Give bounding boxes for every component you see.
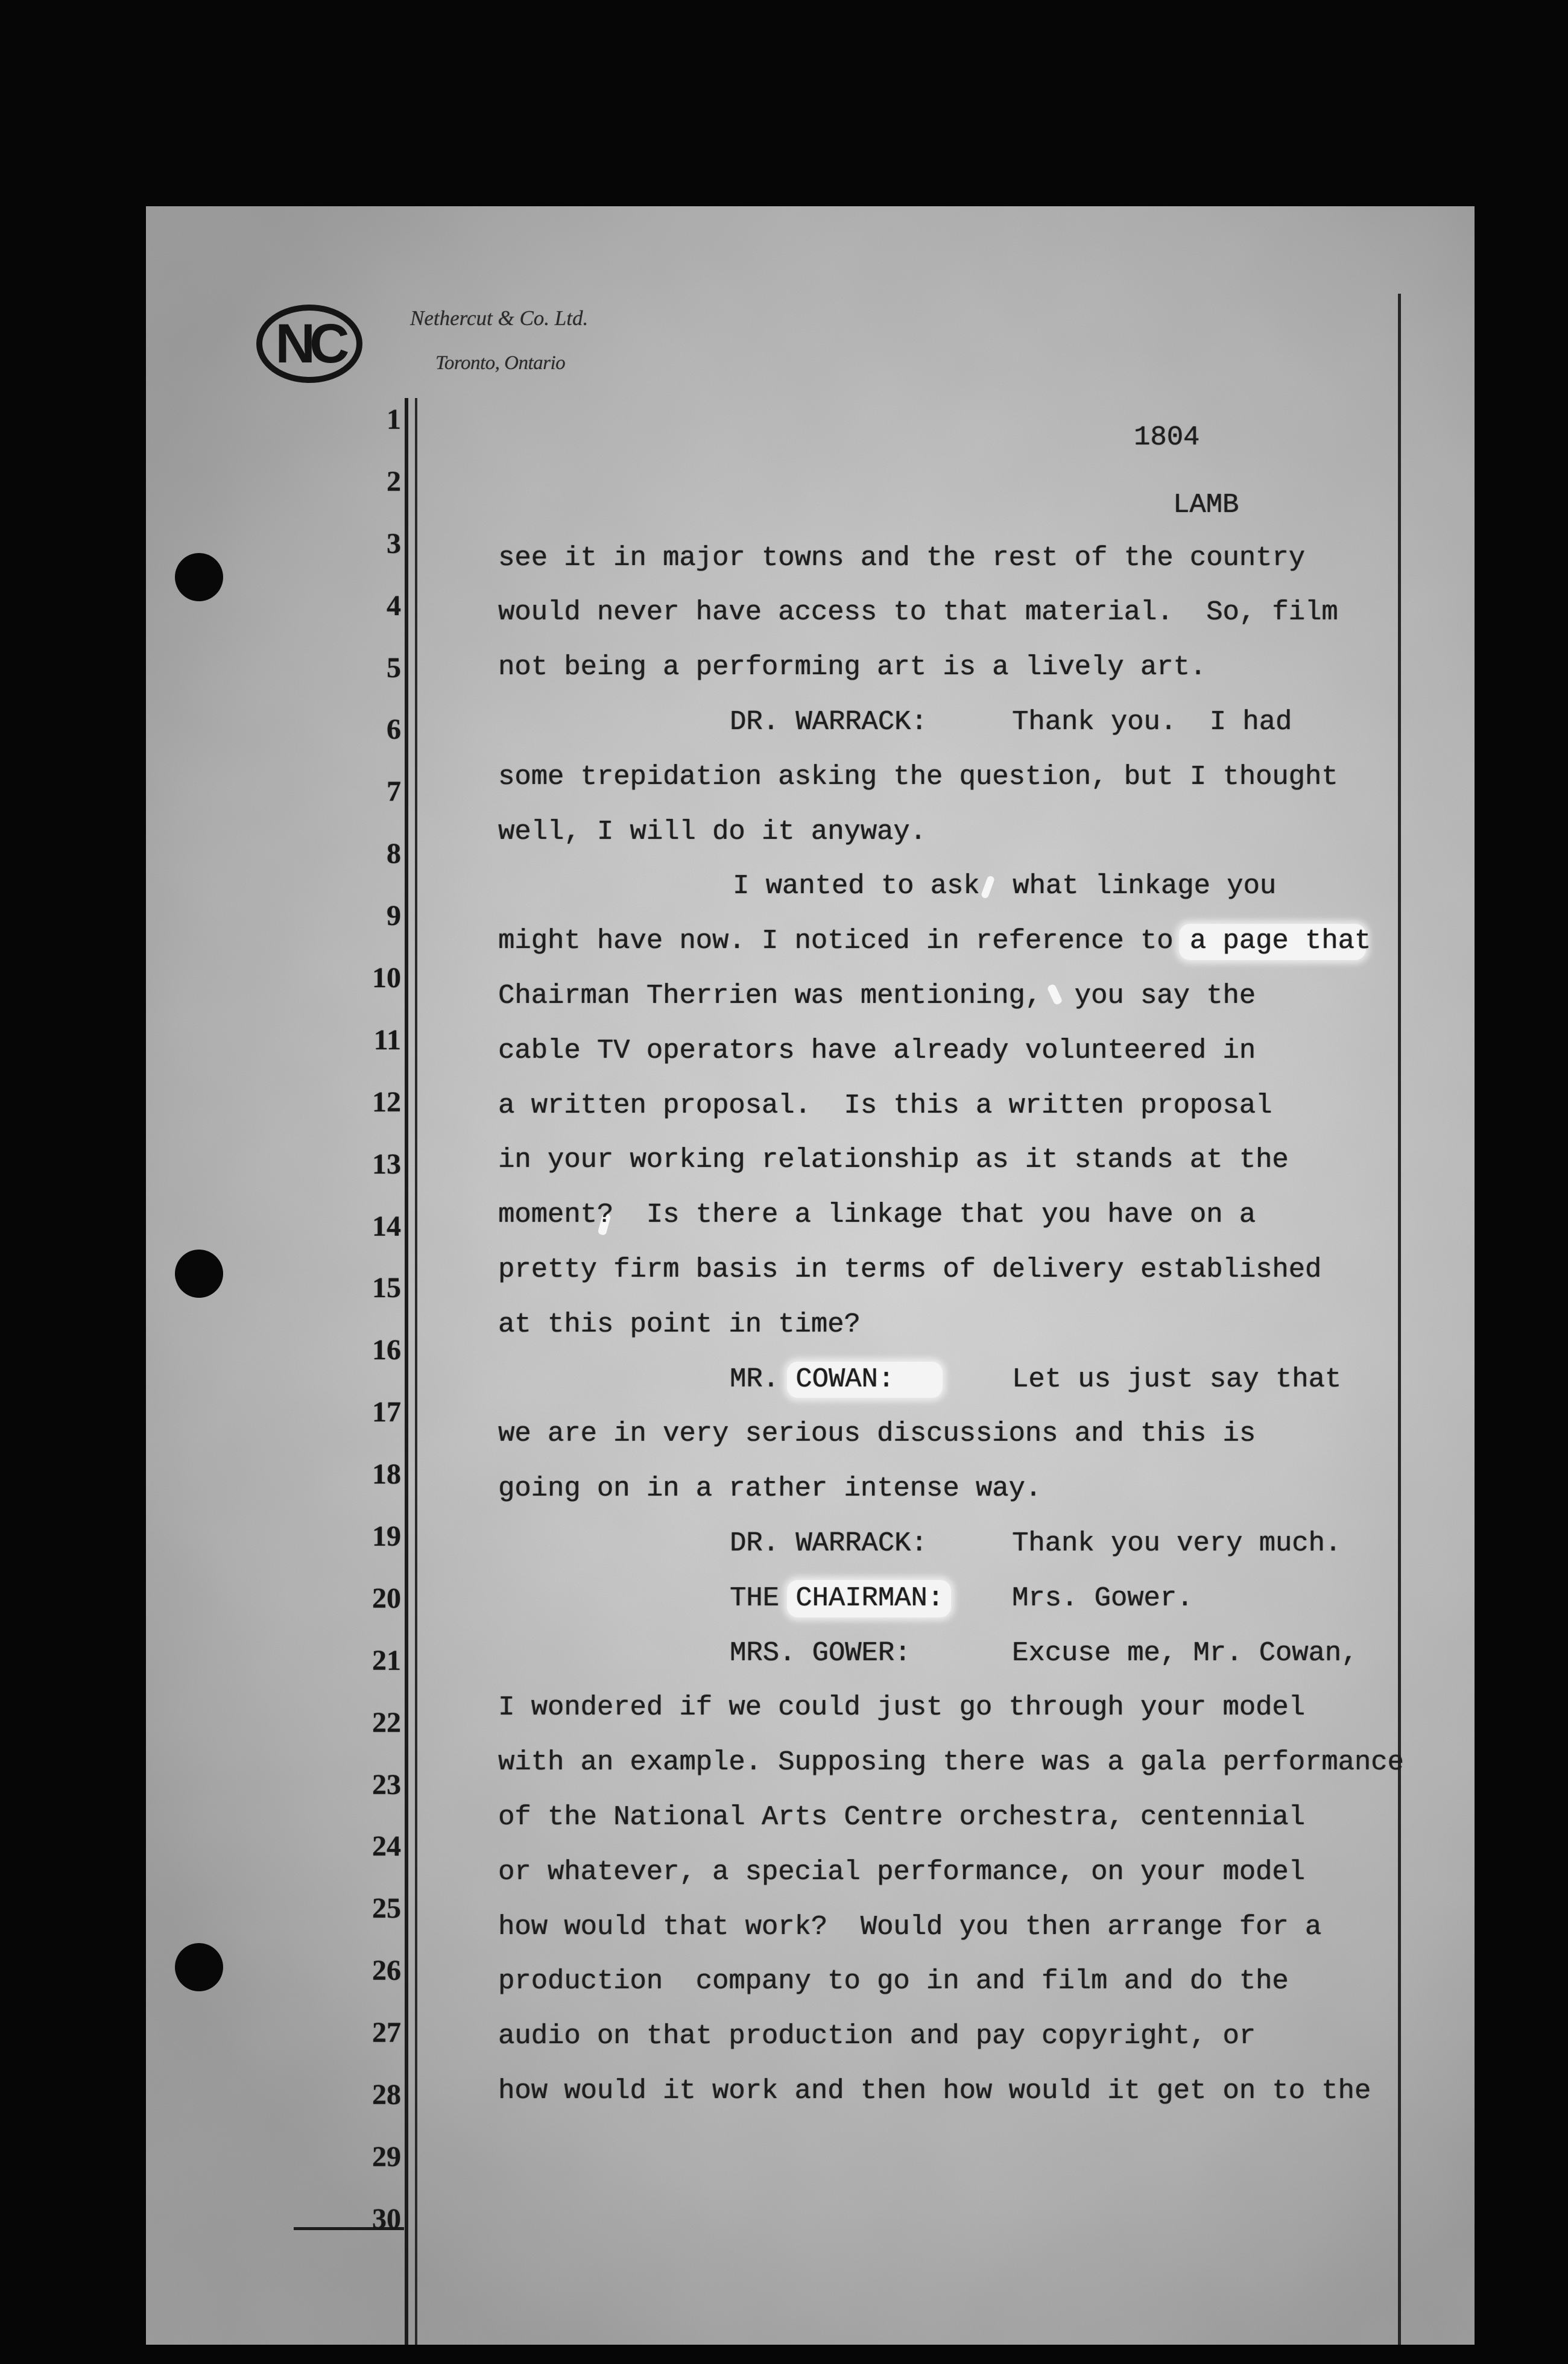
transcript-line: at this point in time?	[498, 1308, 861, 1340]
line-number: 4	[387, 589, 401, 622]
speaker-name: MRS. GOWER:	[730, 1637, 911, 1669]
witness-name: LAMB	[1173, 489, 1239, 520]
line-number: 12	[372, 1086, 401, 1118]
line-number: 5	[387, 651, 401, 684]
transcript-line: see it in major towns and the rest of the country	[498, 542, 1305, 574]
punch-hole	[175, 1250, 223, 1298]
line-number: 15	[372, 1272, 401, 1304]
line-number: 11	[373, 1023, 401, 1056]
transcript-line: might have now. I noticed in reference to a page that	[498, 925, 1371, 957]
transcript-line: in your working relationship as it stands at the	[498, 1144, 1289, 1176]
transcript-line: going on in a rather intense way.	[498, 1473, 1042, 1505]
line-number: 20	[372, 1582, 401, 1614]
transcript-line: we are in very serious discussions and this is	[498, 1418, 1256, 1450]
transcript-line: or whatever, a special performance, on your model	[498, 1856, 1305, 1888]
speaker-remark: Thank you. I had	[1012, 706, 1292, 738]
transcript-line: pretty firm basis in terms of delivery established	[498, 1253, 1322, 1285]
margin-rule	[405, 398, 408, 2345]
transcript-line: a written proposal. Is this a written proposal	[498, 1089, 1272, 1121]
transcript-line: audio on that production and pay copyright, or	[498, 2020, 1256, 2052]
line-number: 9	[387, 900, 401, 932]
transcript-line: of the National Arts Centre orchestra, centennial	[498, 1801, 1305, 1833]
speaker-name: MR. COWAN:	[730, 1363, 895, 1395]
speaker-remark: Mrs. Gower.	[1012, 1582, 1193, 1614]
speaker-line	[498, 1516, 1439, 1571]
line-number: 28	[372, 2079, 401, 2111]
transcript-line: would never have access to that material. So, film	[498, 596, 1338, 628]
transcript-line: cable TV operators have already volunteered in	[498, 1034, 1256, 1066]
speaker-line	[498, 695, 1439, 750]
line-number: 22	[372, 1706, 401, 1739]
transcript-line: with an example. Supposing there was a gala performance	[498, 1746, 1404, 1778]
logo-lettering: NC	[275, 313, 344, 375]
line-number: 30	[372, 2202, 401, 2235]
speaker-remark: Let us just say that	[1012, 1363, 1342, 1395]
line-number: 13	[372, 1148, 401, 1180]
line-number: 8	[387, 838, 401, 870]
transcript-line: well, I will do it anyway.	[498, 815, 926, 847]
punch-hole	[175, 553, 223, 601]
line-number: 19	[372, 1520, 401, 1553]
page-number: 1804	[1134, 422, 1200, 453]
letterhead-company: Nethercut & Co. Ltd.	[410, 306, 589, 330]
company-logo	[252, 300, 367, 388]
speaker-remark: Excuse me, Mr. Cowan,	[1012, 1637, 1358, 1669]
transcript-line: I wanted to ask what linkage you	[733, 870, 1277, 902]
line-number: 21	[372, 1644, 401, 1677]
line-number: 7	[387, 776, 401, 808]
line-number: 6	[387, 713, 401, 746]
line-number: 26	[372, 1955, 401, 1987]
transcript-line: moment? Is there a linkage that you have on a	[498, 1199, 1256, 1231]
speaker-name: DR. WARRACK:	[730, 1527, 928, 1559]
line-number: 16	[372, 1334, 401, 1367]
transcript-line: production company to go in and film and do the	[498, 1965, 1289, 1997]
transcript-line: I wondered if we could just go through your model	[498, 1692, 1305, 1724]
speaker-line	[498, 1571, 1439, 1626]
line-number: 17	[372, 1396, 401, 1429]
line-number: 18	[372, 1458, 401, 1491]
transcript-line: Chairman Therrien was mentioning, you say the	[498, 979, 1256, 1011]
line-number: 25	[372, 1892, 401, 1925]
speaker-name: THE CHAIRMAN:	[730, 1582, 944, 1614]
speaker-line	[498, 1352, 1439, 1407]
margin-rule	[415, 398, 417, 2345]
line-number: 14	[372, 1210, 401, 1242]
speaker-name: DR. WARRACK:	[730, 706, 928, 738]
line-number: 2	[387, 465, 401, 498]
transcript-line: some trepidation asking the question, but I thought	[498, 760, 1338, 792]
speaker-line	[498, 1626, 1439, 1681]
punch-hole	[175, 1943, 223, 1991]
letterhead-location: Toronto, Ontario	[435, 352, 566, 374]
line-number: 27	[372, 2017, 401, 2049]
line-number: 29	[372, 2140, 401, 2173]
line-number: 24	[372, 1830, 401, 1863]
transcript-line: not being a performing art is a lively art.	[498, 651, 1207, 683]
line-number: 23	[372, 1768, 401, 1801]
line-number: 3	[387, 527, 401, 560]
transcript-line: how would it work and then how would it get on to the	[498, 2075, 1371, 2106]
line-number-column	[289, 389, 401, 2251]
transcript-body	[498, 531, 1439, 2119]
line-number: 1	[387, 403, 401, 435]
speaker-remark: Thank you very much.	[1012, 1527, 1342, 1559]
transcript-line: how would that work? Would you then arrange for a	[498, 1910, 1322, 1942]
line-number: 10	[372, 962, 401, 994]
